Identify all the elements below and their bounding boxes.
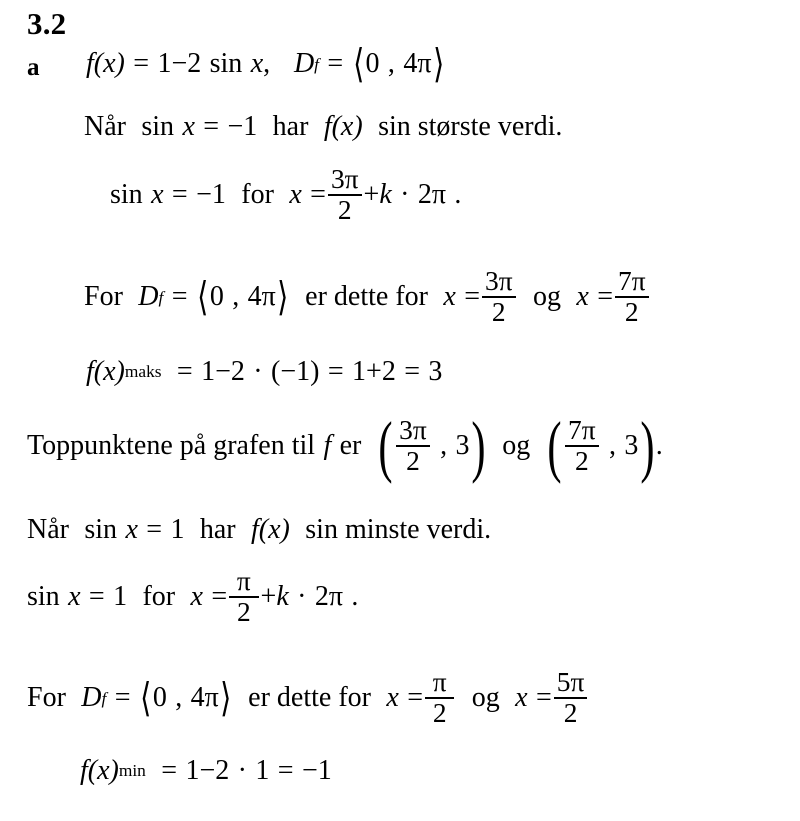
section-heading: 3.2 xyxy=(27,6,67,41)
function-argument: (x) xyxy=(87,755,119,786)
term-negative-one-parens: (−1) xyxy=(271,356,320,387)
term-one: 1 xyxy=(185,755,200,786)
equals-sign: = xyxy=(203,111,220,142)
coordinate-pair-second xyxy=(546,407,656,484)
word-for: For xyxy=(27,682,66,714)
function-name-f: f xyxy=(86,356,94,387)
word-for: For xyxy=(84,281,123,313)
equals-sign: = xyxy=(597,281,613,313)
fraction-denominator: 2 xyxy=(432,698,447,729)
coordinate-comma: , xyxy=(609,430,617,462)
coordinate-comma: , xyxy=(440,430,448,462)
angle-bracket-close-icon: ⟩ xyxy=(220,676,232,721)
coordinate-pair-first xyxy=(377,407,487,484)
sin-operator: sin xyxy=(141,111,175,142)
sin-operator: sin xyxy=(110,179,143,211)
variable-x: x xyxy=(289,179,302,211)
comma: , xyxy=(263,48,271,80)
variable-x: x xyxy=(576,281,589,313)
statement-max-condition xyxy=(84,113,562,141)
equals-sign: = xyxy=(146,514,163,545)
fraction-numerator: 7π xyxy=(617,266,646,296)
plus-sign: + xyxy=(260,581,277,613)
equation-sin-equals-negative-one xyxy=(110,166,461,225)
fraction-denominator: 2 xyxy=(337,195,352,226)
domain-symbol-D: D xyxy=(81,682,102,714)
paren-open-icon: ( xyxy=(547,407,562,484)
function-argument: (x) xyxy=(93,48,125,80)
minus-sign: − xyxy=(215,356,231,387)
multiplication-dot: · xyxy=(400,179,410,211)
coordinate-y-value: 3 xyxy=(624,430,639,462)
statement-max-solutions-in-domain xyxy=(84,268,651,327)
function-name-f: f xyxy=(323,430,332,462)
term-one: 1 xyxy=(255,755,270,786)
term-one: 1 xyxy=(201,356,216,387)
variable-x: x xyxy=(386,682,399,714)
phrase-largest-value: sin største verdi. xyxy=(378,111,563,142)
equation-f-maximum-value xyxy=(86,358,442,386)
fraction-7pi-over-2 xyxy=(565,417,599,476)
word-for: for xyxy=(241,179,274,211)
statement-min-condition xyxy=(27,516,491,544)
domain-symbol-D: D xyxy=(293,48,315,80)
word-har: har xyxy=(199,514,236,545)
fraction-3pi-over-2 xyxy=(396,417,430,476)
paren-close-icon: ) xyxy=(640,407,655,484)
function-argument: (x) xyxy=(331,111,363,142)
angle-bracket-open-icon: ⟨ xyxy=(197,275,209,320)
fraction-pi-over-2 xyxy=(229,568,258,627)
fraction-numerator: 3π xyxy=(399,415,427,445)
plus-sign: + xyxy=(366,356,382,387)
domain-subscript-f: f xyxy=(101,688,107,708)
variable-x: x xyxy=(68,581,81,613)
equals-sign: = xyxy=(161,755,178,786)
domain-equals: = xyxy=(327,48,344,80)
equals-sign: = xyxy=(277,755,294,786)
equals-sign: = xyxy=(404,356,421,387)
variable-x: x xyxy=(250,48,264,80)
term-two: 2 xyxy=(381,356,396,387)
equals-sign: = xyxy=(327,356,344,387)
coordinate-y-value: 3 xyxy=(455,430,470,462)
term-two: 2 xyxy=(230,356,245,387)
equals-sign: = xyxy=(133,48,150,80)
fraction-3pi-over-2 xyxy=(482,268,516,327)
domain-subscript-f: f xyxy=(314,54,319,74)
function-name-f: f xyxy=(323,111,332,142)
domain-comma: , xyxy=(387,48,395,80)
phrase-smallest-value: sin minste verdi. xyxy=(305,514,492,545)
value-one: 1 xyxy=(170,514,185,545)
word-naar: Når xyxy=(27,514,69,545)
period: . xyxy=(454,179,462,211)
fraction-numerator: 3π xyxy=(330,164,359,194)
equation-function-definition xyxy=(86,42,445,86)
domain-lower-bound: 0 xyxy=(152,682,167,714)
equation-sin-equals-one xyxy=(27,568,358,627)
minus-sign: − xyxy=(199,755,216,786)
fraction-denominator: 2 xyxy=(574,446,589,477)
equals-sign: = xyxy=(211,581,228,613)
variable-x: x xyxy=(182,111,195,142)
word-naar: Når xyxy=(84,111,126,142)
fraction-numerator: 3π xyxy=(485,266,513,296)
equals-sign: = xyxy=(114,682,131,714)
domain-upper-bound: 4π xyxy=(247,281,276,313)
fraction-denominator: 2 xyxy=(563,698,578,729)
phrase-er-dette-for: er dette for xyxy=(305,281,428,313)
sin-operator: sin xyxy=(84,514,118,545)
coefficient-two: 2 xyxy=(187,48,202,80)
variable-x: x xyxy=(443,281,456,313)
angle-bracket-close-icon: ⟩ xyxy=(277,275,289,320)
statement-maximum-points xyxy=(27,407,663,484)
angle-bracket-close-icon: ⟩ xyxy=(432,42,445,86)
equals-sign: = xyxy=(176,356,193,387)
period: . xyxy=(351,581,359,613)
term-two-pi: 2π xyxy=(417,179,447,211)
term-one: 1 xyxy=(352,356,367,387)
term-two: 2 xyxy=(215,755,230,786)
domain-upper-bound: 4π xyxy=(403,48,432,80)
domain-upper-bound: 4π xyxy=(190,682,219,714)
fraction-numerator: π xyxy=(432,667,447,697)
variable-k: k xyxy=(379,179,392,211)
equals-sign: = xyxy=(88,581,105,613)
multiplication-dot: · xyxy=(253,356,263,387)
term-one: 1 xyxy=(157,48,172,80)
equals-sign: = xyxy=(310,179,326,211)
multiplication-dot: · xyxy=(237,755,247,786)
function-name-f: f xyxy=(80,755,88,786)
fraction-numerator: 7π xyxy=(568,415,596,445)
variable-x: x xyxy=(515,682,528,714)
plus-sign: + xyxy=(363,179,380,211)
minimum-value-result: −1 xyxy=(301,755,332,786)
function-name-f: f xyxy=(251,514,259,545)
variable-k: k xyxy=(276,581,289,613)
value-negative-one: −1 xyxy=(227,111,258,142)
function-argument: (x) xyxy=(258,514,290,545)
word-er: er xyxy=(339,430,362,462)
value-one: 1 xyxy=(113,581,128,613)
phrase-toppunktene: Toppunktene på grafen til xyxy=(27,430,316,462)
subscript-min: min xyxy=(118,761,146,781)
minus-sign: − xyxy=(171,48,188,80)
fraction-3pi-over-2 xyxy=(328,166,362,225)
value-negative-one: −1 xyxy=(196,179,226,211)
word-har: har xyxy=(272,111,309,142)
word-for: for xyxy=(142,581,176,613)
domain-lower-bound: 0 xyxy=(209,281,224,313)
fraction-denominator: 2 xyxy=(236,597,251,628)
fraction-5pi-over-2 xyxy=(554,669,588,728)
task-letter-label: a xyxy=(27,54,40,81)
equals-sign: = xyxy=(171,179,188,211)
equals-sign: = xyxy=(407,682,423,714)
sin-operator: sin xyxy=(27,581,60,613)
phrase-er-dette-for: er dette for xyxy=(248,682,371,714)
statement-min-solutions-in-domain xyxy=(27,669,589,728)
variable-x: x xyxy=(151,179,164,211)
paren-close-icon: ) xyxy=(471,407,486,484)
function-name-f: f xyxy=(86,48,94,80)
sin-operator: sin xyxy=(209,48,243,80)
fraction-numerator: π xyxy=(236,566,251,596)
fraction-numerator: 5π xyxy=(556,667,585,697)
fraction-denominator: 2 xyxy=(491,297,506,328)
word-og: og xyxy=(532,281,561,313)
multiplication-dot: · xyxy=(297,581,307,613)
fraction-pi-over-2 xyxy=(425,669,454,728)
maximum-value-result: 3 xyxy=(428,356,443,387)
equals-sign: = xyxy=(464,281,480,313)
fraction-7pi-over-2 xyxy=(615,268,649,327)
variable-x: x xyxy=(190,581,203,613)
domain-lower-bound: 0 xyxy=(365,48,380,80)
equals-sign: = xyxy=(171,281,188,313)
angle-bracket-open-icon: ⟨ xyxy=(140,676,152,721)
domain-subscript-f: f xyxy=(158,287,164,307)
domain-comma: , xyxy=(232,281,240,313)
fraction-denominator: 2 xyxy=(624,297,639,328)
period: . xyxy=(655,430,663,462)
word-og: og xyxy=(471,682,500,714)
function-argument: (x) xyxy=(93,356,125,387)
angle-bracket-open-icon: ⟨ xyxy=(352,42,365,86)
equation-f-minimum-value xyxy=(80,757,332,785)
domain-symbol-D: D xyxy=(138,281,159,313)
variable-x: x xyxy=(125,514,138,545)
domain-comma: , xyxy=(175,682,183,714)
paren-open-icon: ( xyxy=(378,407,393,484)
equals-sign: = xyxy=(536,682,552,714)
fraction-denominator: 2 xyxy=(406,446,420,477)
subscript-maks: maks xyxy=(124,362,162,382)
word-og: og xyxy=(502,430,531,462)
term-two-pi: 2π xyxy=(314,581,344,613)
